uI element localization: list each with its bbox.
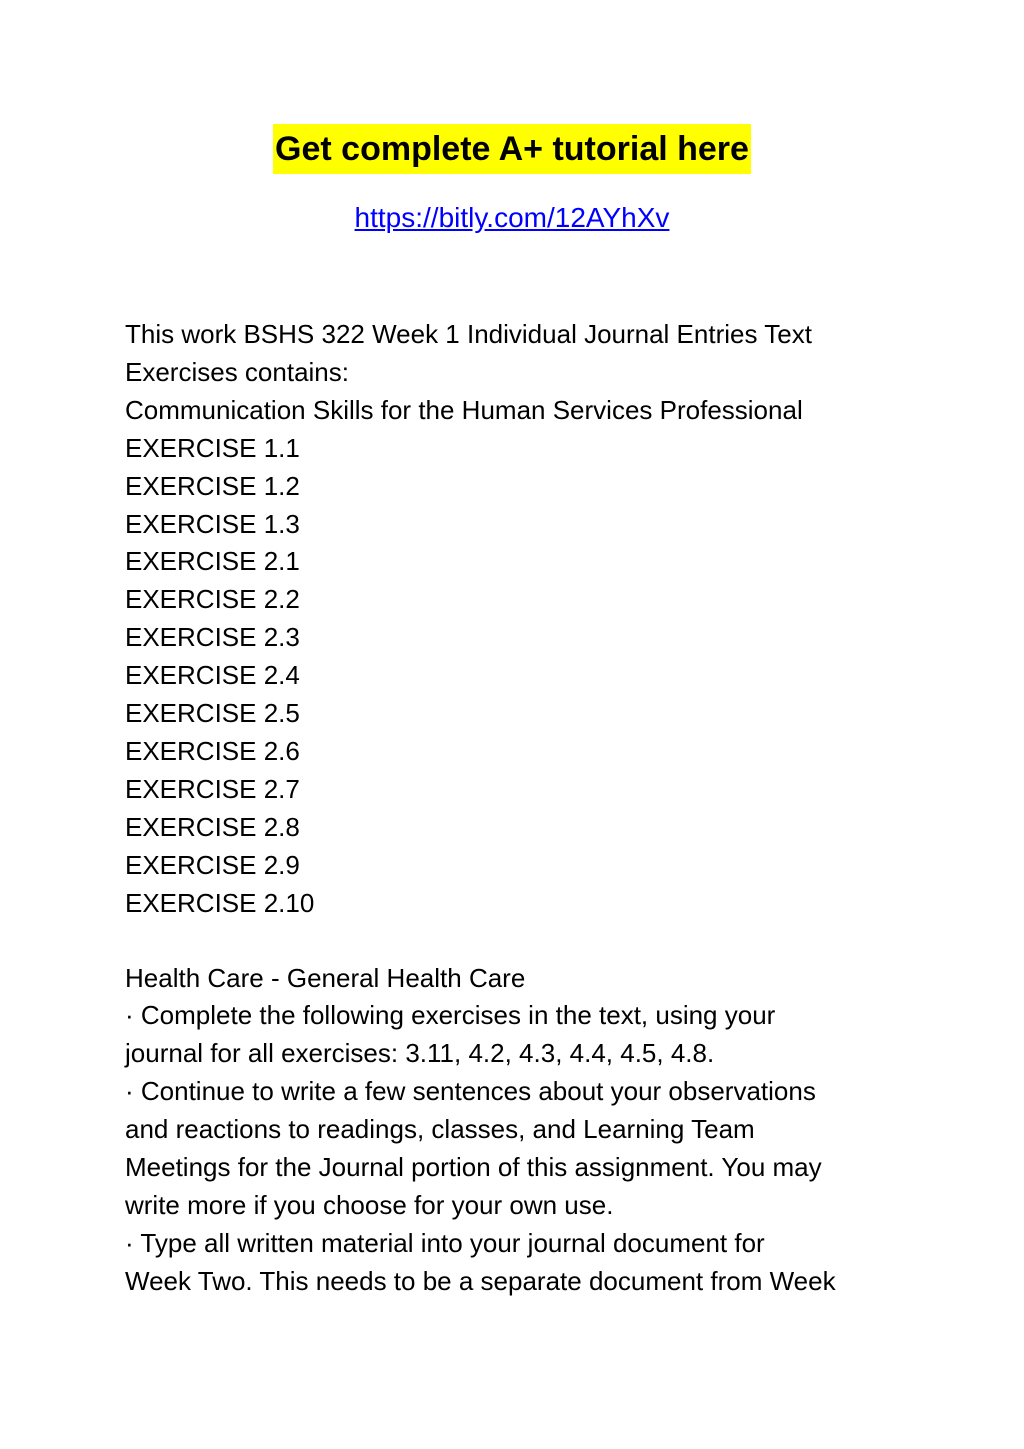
exercise-item: EXERCISE 1.2 <box>125 470 300 501</box>
exercise-item: EXERCISE 2.4 <box>125 660 300 691</box>
document-body <box>125 316 915 1301</box>
exercise-item: EXERCISE 2.9 <box>125 849 300 880</box>
exercise-item: EXERCISE 2.7 <box>125 773 300 804</box>
body-line: write more if you choose for your own use. <box>125 1189 614 1220</box>
intro-line: This work BSHS 322 Week 1 Individual Journal Entries Text <box>125 319 812 349</box>
exercise-item: EXERCISE 1.1 <box>125 432 300 463</box>
intro-line: Exercises contains: <box>125 356 349 387</box>
intro-line: Communication Skills for the Human Services Professional <box>125 394 803 425</box>
exercise-item: EXERCISE 2.10 <box>125 887 315 918</box>
page-title: Get complete A+ tutorial here <box>273 124 751 174</box>
exercise-item: EXERCISE 2.8 <box>125 811 300 842</box>
exercise-item: EXERCISE 1.3 <box>125 508 300 539</box>
body-line: · Complete the following exercises in the text, using your <box>125 1000 776 1031</box>
link-container <box>0 198 1024 238</box>
body-line: · Type all written material into your journal document for <box>125 1227 765 1258</box>
exercise-item: EXERCISE 2.5 <box>125 698 300 729</box>
exercise-item: EXERCISE 2.3 <box>125 622 300 653</box>
body-line: journal for all exercises: 3.11, 4.2, 4.3, 4.4, 4.5, 4.8. <box>125 1038 715 1069</box>
section-heading: Health Care - General Health Care <box>125 962 526 993</box>
title-container <box>0 124 1024 174</box>
body-line: Meetings for the Journal portion of this assignment. You may <box>125 1152 822 1183</box>
body-line: · Continue to write a few sentences about your observations <box>125 1076 816 1107</box>
paragraph-gap <box>125 923 915 960</box>
exercise-item: EXERCISE 2.1 <box>125 546 300 577</box>
body-line: and reactions to readings, classes, and Learning Team <box>125 1114 755 1145</box>
tutorial-link[interactable]: https://bitly.com/12AYhXv <box>354 202 670 233</box>
exercise-item: EXERCISE 2.6 <box>125 735 300 766</box>
body-line: Week Two. This needs to be a separate document from Week <box>125 1265 836 1296</box>
exercise-item: EXERCISE 2.2 <box>125 584 300 615</box>
